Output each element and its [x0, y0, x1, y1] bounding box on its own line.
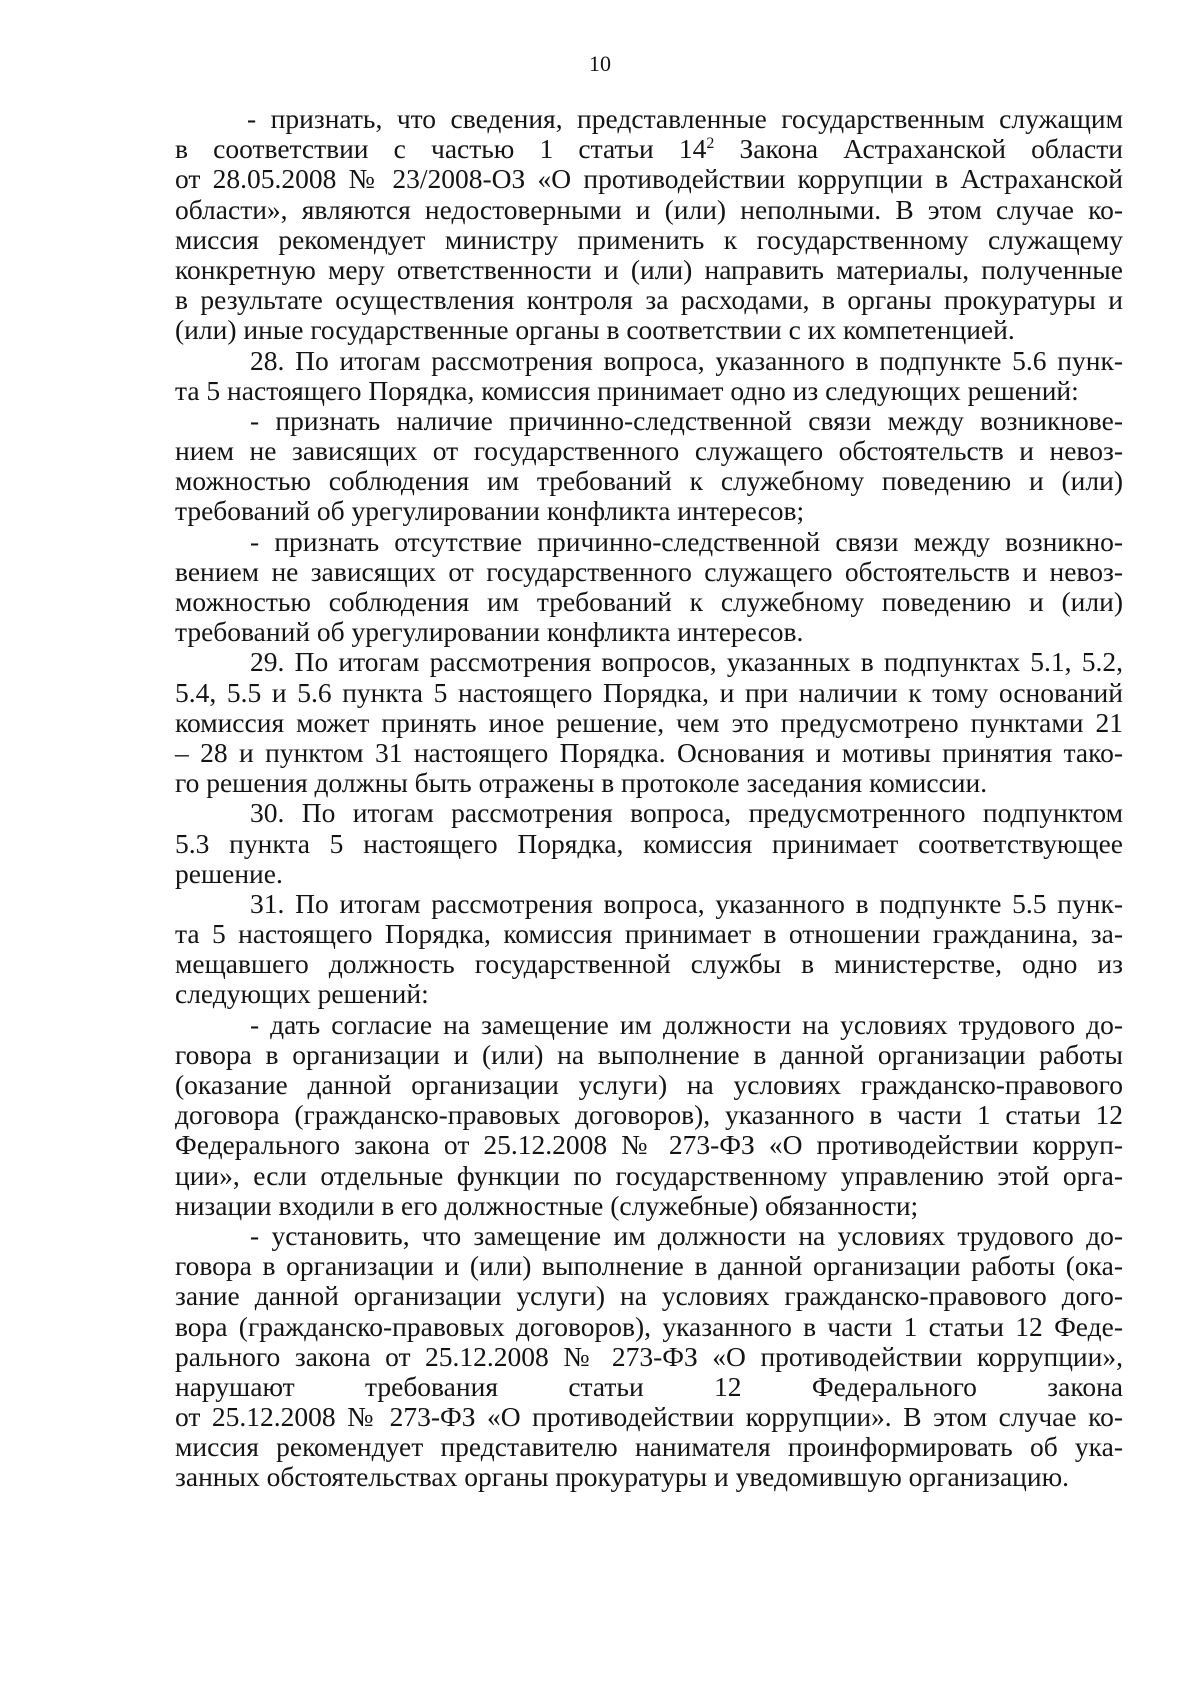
- line-text: - установить, что замещение им должности на условиях трудового до-: [250, 1219, 1123, 1251]
- text-line: [175, 1251, 1123, 1281]
- line-text: нарушают требования статьи 12 Федерального закона: [175, 1370, 1123, 1402]
- line-text: можностью соблюдения им требований к служебному поведению и (или): [175, 586, 1123, 617]
- text-line: [175, 104, 1123, 134]
- text-line: [175, 829, 1123, 859]
- text-line: [175, 1100, 1123, 1130]
- line-text: области», являются недостоверными и (или) неполными. В этом случае ко-: [175, 193, 1123, 225]
- line-text: зание данной организации услуги) на условиях гражданско-правового дого-: [175, 1280, 1123, 1312]
- text-line: [175, 164, 1123, 194]
- text-line: [175, 949, 1123, 979]
- line-text: конкретную меру ответственности и (или) направить материалы, полученные: [175, 253, 1123, 285]
- text-line: [175, 1372, 1123, 1402]
- line-text-tail: Закона Астраханской области: [714, 133, 1123, 165]
- document-body: [175, 104, 1123, 1493]
- line-text: - признать, что сведения, представленные государственным служащим: [247, 103, 1123, 134]
- line-text: (или) иные государственные органы в соответствии с их компетенцией.: [175, 314, 1015, 346]
- line-text: 5.3 пункта 5 настоящего Порядка, комиссия принимает соответствующее: [175, 827, 1123, 859]
- line-text: та 5 настоящего Порядка, комиссия принимает в отношении гражданина, за-: [175, 918, 1123, 950]
- text-line: [175, 1070, 1123, 1100]
- line-text: комиссия может принять иное решение, чем это предусмотрено пунктами 21: [175, 706, 1123, 738]
- text-line: [175, 285, 1123, 315]
- text-line: [175, 1432, 1123, 1462]
- line-text: ции», если отдельные функции по государственному управлению этой орга-: [175, 1159, 1123, 1191]
- line-text: мещавшего должность государственной службы в министерстве, одно из: [175, 948, 1123, 980]
- line-text: рального закона от 25.12.2008 № 273-ФЗ «О противодействии коррупции»,: [175, 1340, 1123, 1372]
- text-line: [175, 979, 1123, 1009]
- line-text: нием не зависящих от государственного служащего обстоятельств и невоз-: [175, 435, 1123, 467]
- text-line: [175, 647, 1123, 677]
- text-line: [175, 134, 1123, 164]
- line-text: 28. По итогам рассмотрения вопроса, указанного в подпункте 5.6 пунк-: [250, 344, 1123, 376]
- line-text: – 28 и пунктом 31 настоящего Порядка. Основания и мотивы принятия тако-: [175, 736, 1123, 768]
- text-line: [175, 1040, 1123, 1070]
- line-text: решение.: [175, 857, 283, 889]
- line-text: (оказание данной организации услуги) на условиях гражданско-правового: [175, 1069, 1123, 1100]
- text-line: [175, 1402, 1123, 1432]
- text-line: [175, 1221, 1123, 1251]
- line-text: можностью соблюдения им требований к служебному поведению и (или): [175, 465, 1123, 497]
- text-line: [175, 346, 1123, 376]
- text-line: [175, 1281, 1123, 1311]
- line-text: 29. По итогам рассмотрения вопросов, указанных в подпунктах 5.1, 5.2,: [250, 646, 1123, 678]
- line-text: говора в организации и (или) на выполнение в данной организации работы: [175, 1038, 1123, 1070]
- line-text: го решения должны быть отражены в протоколе заседания комиссии.: [175, 767, 988, 799]
- text-line: [175, 466, 1123, 496]
- text-line: [175, 195, 1123, 225]
- text-line: [175, 1130, 1123, 1160]
- text-line: [175, 315, 1123, 345]
- text-line: [175, 527, 1123, 557]
- line-text: - признать наличие причинно-следственной связи между возникнове-: [250, 404, 1123, 436]
- footnote-superscript: 2: [706, 135, 715, 153]
- text-line: [175, 1342, 1123, 1372]
- text-line: [175, 798, 1123, 828]
- line-text: вением не зависящих от государственного служащего обстоятельств и невоз-: [175, 555, 1123, 587]
- text-line: [175, 496, 1123, 526]
- text-line: [175, 1462, 1123, 1492]
- line-text: 5.4, 5.5 и 5.6 пункта 5 настоящего Порядка, и при наличии к тому оснований: [175, 676, 1123, 708]
- line-text: Федерального закона от 25.12.2008 № 273-ФЗ «О противодействии корруп-: [175, 1129, 1123, 1161]
- line-text: требований об урегулировании конфликта интересов.: [175, 616, 804, 648]
- text-line: [175, 678, 1123, 708]
- text-line: [175, 557, 1123, 587]
- text-line: [175, 738, 1123, 768]
- line-text: от 28.05.2008 № 23/2008-ОЗ «О противодействии коррупции в Астраханской: [175, 163, 1123, 195]
- text-line: [175, 919, 1123, 949]
- line-text: говора в организации и (или) выполнение в данной организации работы (ока-: [175, 1250, 1123, 1282]
- line-text: 31. По итогам рассмотрения вопроса, указанного в подпункте 5.5 пунк-: [250, 887, 1123, 919]
- line-text: в соответствии с частью 1 статьи 14: [175, 133, 707, 165]
- line-text: в результате осуществления контроля за расходами, в органы прокуратуры и: [175, 284, 1123, 316]
- text-line: [175, 859, 1123, 889]
- text-line: [175, 708, 1123, 738]
- line-text: договора (гражданско-правовых договоров), указанного в части 1 статьи 12: [175, 1099, 1123, 1131]
- line-text: вора (гражданско-правовых договоров), указанного в части 1 статьи 12 Феде-: [175, 1310, 1123, 1342]
- text-line: [175, 376, 1123, 406]
- text-line: [175, 587, 1123, 617]
- line-text: - дать согласие на замещение им должности на условиях трудового до-: [250, 1008, 1123, 1040]
- page-number: 10: [589, 51, 611, 76]
- line-text: требований об урегулировании конфликта интересов;: [175, 495, 805, 527]
- line-text: занных обстоятельствах органы прокуратуры и уведомившую организацию.: [175, 1461, 1070, 1493]
- line-text: от 25.12.2008 № 273-ФЗ «О противодействии коррупции». В этом случае ко-: [175, 1401, 1123, 1433]
- text-line: [175, 768, 1123, 798]
- line-text: та 5 настоящего Порядка, комиссия принимает одно из следующих решений:: [175, 374, 1079, 406]
- text-line: [175, 406, 1123, 436]
- text-line: [175, 1191, 1123, 1221]
- text-line: [175, 255, 1123, 285]
- text-line: [175, 1312, 1123, 1342]
- line-text: низации входили в его должностные (служебные) обязанности;: [175, 1189, 919, 1221]
- line-text: миссия рекомендует представителю нанимателя проинформировать об ука-: [175, 1431, 1123, 1463]
- text-line: [175, 225, 1123, 255]
- text-line: [175, 889, 1123, 919]
- text-line: [175, 436, 1123, 466]
- text-line: [175, 1161, 1123, 1191]
- line-text: - признать отсутствие причинно-следственной связи между возникно-: [250, 525, 1123, 557]
- line-text: миссия рекомендует министру применить к государственному служащему: [175, 223, 1123, 255]
- text-line: [175, 1010, 1123, 1040]
- text-line: [175, 617, 1123, 647]
- line-text: следующих решений:: [175, 978, 429, 1010]
- line-text: 30. По итогам рассмотрения вопроса, предусмотренного подпунктом: [250, 797, 1123, 829]
